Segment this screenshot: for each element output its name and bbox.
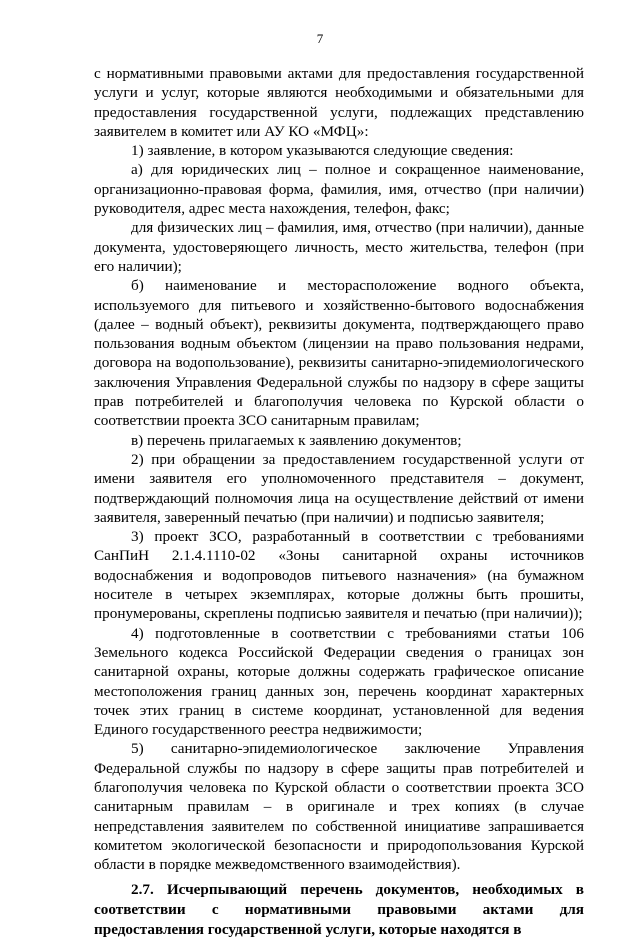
list-item-1b: б) наименование и месторасположение водного объекта, используемого для питьевого и хозяйственно-бытового водоснабжения (далее – водный объект), реквизиты документа, подтверждающего право пользования водным объектом (лицензии на право пользования недрами, договора на водопользование), реквизиты санитарно-эпидемиологического заключения Управления Федеральной службы по надзору в сфере защиты прав потребителей и благополучия человека по Курской области о соответствии проекта ЗСО санитарным правилам;	[94, 277, 584, 430]
page-number: 7	[316, 31, 324, 46]
section-heading: 2.7. Исчерпывающий перечень документов, необходимых в соответствии с нормативными правовыми актами для предоставления государственной услуги, которые находятся в	[94, 881, 584, 939]
list-item-1v: в) перечень прилагаемых к заявлению документов;	[131, 431, 462, 449]
document-body	[94, 64, 584, 940]
list-item-3: 3) проект ЗСО, разработанный в соответствии с требованиями СанПиН 2.1.4.1110-02 «Зоны санитарной охраны источников водоснабжения и водопроводов питьевого назначения» (на бумажном носителе в четырех экземплярах, которые должны быть прошиты, пронумерованы, скреплены подписью заявителя и печатью (при наличии));	[94, 528, 584, 623]
list-item-5: 5) санитарно-эпидемиологическое заключение Управления Федеральной службы по надзору в сфере защиты прав потребителей и благополучия человека по Курской области о соответствии проекта ЗСО санитарным правилам – в оригинале и трех копиях (в случае непредставления заявителем по собственной инициативе запрашивается комитетом экологической безопасности и природопользования Курской области в порядке межведомственного взаимодействия).	[94, 740, 584, 874]
list-item-1a: а) для юридических лиц – полное и сокращенное наименование, организационно-правовая форма, фамилия, имя, отчество (при наличии) руководителя, адрес места нахождения, телефон, факс;	[94, 161, 584, 218]
list-item-1: 1) заявление, в котором указываются следующие сведения:	[131, 142, 514, 160]
list-item-4: 4) подготовленные в соответствии с требованиями статьи 106 Земельного кодекса Российской Федерации сведения о границах зон санитарной охраны, которые должны содержать графическое описание местоположения границ данных зон, перечень координат характерных точек этих границ в системе координат, установленной для ведения Единого государственного реестра недвижимости;	[94, 624, 584, 739]
list-item-2: 2) при обращении за предоставлением государственной услуги от имени заявителя его уполномоченного представителя – документ, подтверждающий полномочия лица на осуществление действий от имени заявителя, заверенный печатью (при наличии) и подписью заявителя;	[94, 450, 584, 526]
list-item-1a-individuals: для физических лиц – фамилия, имя, отчество (при наличии), данные документа, удостоверяющего личность, место жительства, телефон (при его наличии);	[94, 219, 584, 275]
paragraph-intro: с нормативными правовыми актами для предоставления государственной услуги и услуг, которые являются необходимыми и обязательными для предоставления государственной услуги, подлежащих представлению заявителем в комитет или АУ КО «МФЦ»:	[94, 65, 584, 140]
